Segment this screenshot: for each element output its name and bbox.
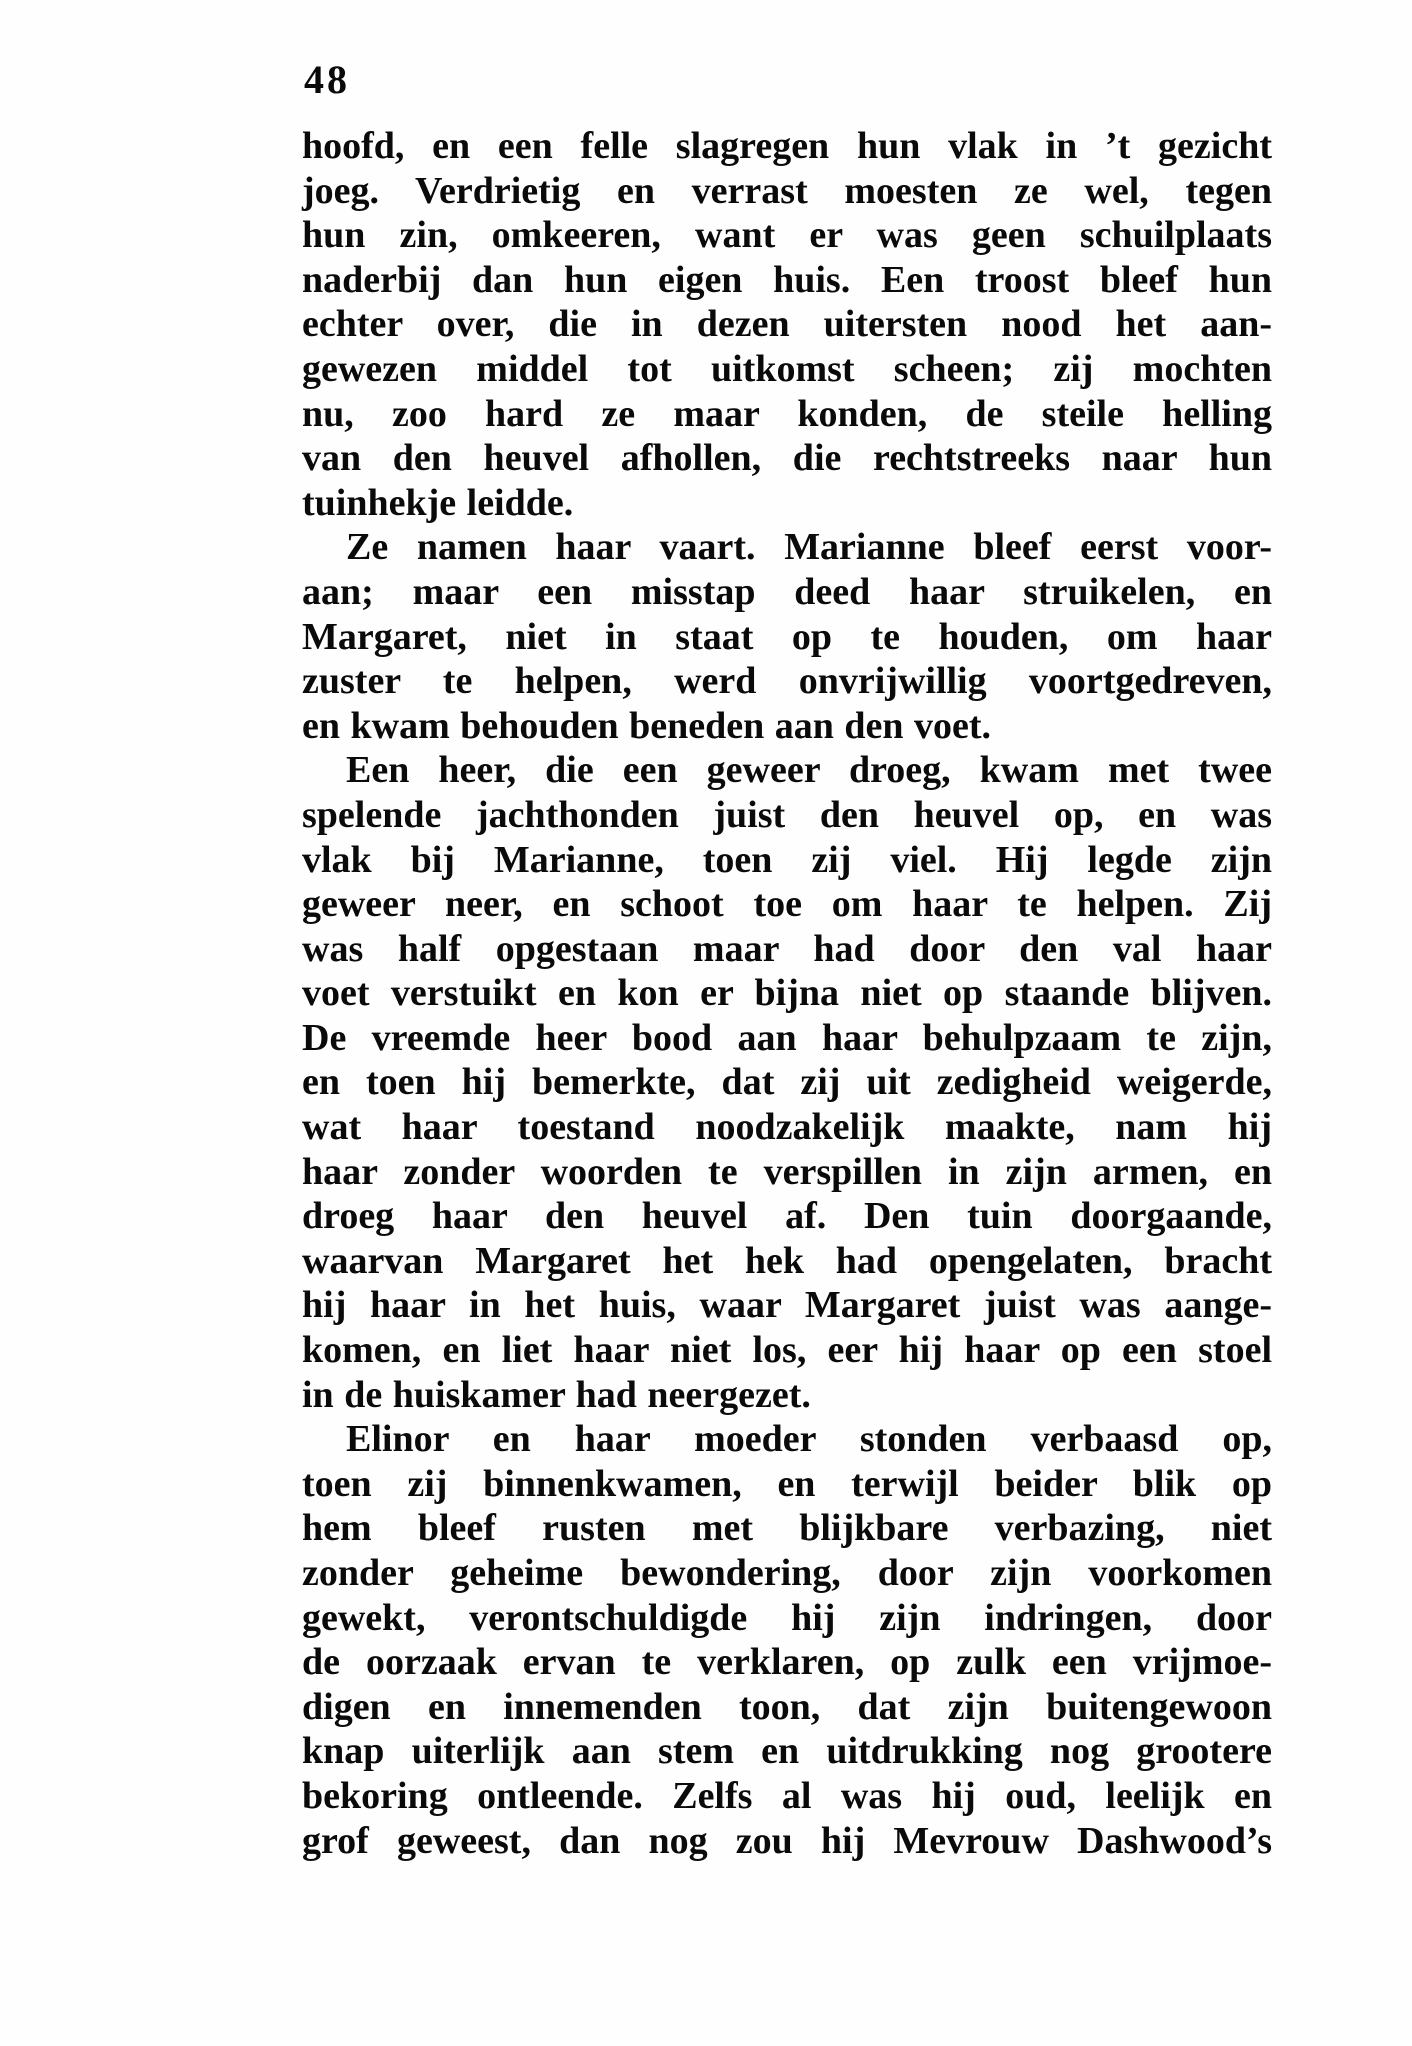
text-line: gewezen middel tot uitkomst scheen; zij mochten	[302, 347, 1272, 390]
text-line: De vreemde heer bood aan haar behulpzaam te zijn,	[302, 1016, 1272, 1059]
text-line: was half opgestaan maar had door den val haar	[302, 927, 1272, 970]
text-line: gewekt, verontschuldigde hij zijn indringen, door	[302, 1596, 1272, 1639]
text-line: en toen hij bemerkte, dat zij uit zedigheid weigerde,	[302, 1061, 1272, 1104]
text-line: tuinhekje leidde.	[302, 481, 574, 524]
text-line: Elinor en haar moeder stonden verbaasd op,	[346, 1418, 1272, 1461]
text-line: hoofd, en een felle slagregen hun vlak in ’t gezicht	[302, 125, 1272, 167]
text-block	[302, 124, 1272, 1863]
paragraph-2	[302, 525, 1272, 748]
text-line: haar zonder woorden te verspillen in zijn armen, en	[302, 1150, 1272, 1193]
text-line: bekoring ontleende. Zelfs al was hij oud, leelijk en	[302, 1774, 1272, 1817]
text-line: joeg. Verdrietig en verrast moesten ze wel, tegen	[302, 169, 1272, 212]
text-line: hij haar in het huis, waar Margaret juist was aange-	[302, 1284, 1272, 1327]
text-line: voet verstuikt en kon er bijna niet op staande blijven.	[302, 972, 1272, 1015]
text-line: de oorzaak ervan te verklaren, op zulk een vrijmoe-	[302, 1641, 1272, 1684]
text-line: van den heuvel afhollen, die rechtstreeks naar hun	[302, 437, 1272, 480]
text-line: droeg haar den heuvel af. Den tuin doorgaande,	[302, 1195, 1272, 1238]
page-number: 48	[304, 57, 350, 102]
text-line: Margaret, niet in staat op te houden, om haar	[302, 615, 1272, 658]
paragraph-4	[302, 1417, 1272, 1863]
text-line: zuster te helpen, werd onvrijwillig voortgedreven,	[302, 660, 1272, 703]
text-line: geweer neer, en schoot toe om haar te helpen. Zij	[302, 883, 1272, 926]
text-line: nu, zoo hard ze maar konden, de steile helling	[302, 392, 1272, 435]
text-line: Een heer, die een geweer droeg, kwam met twee	[346, 749, 1272, 792]
paragraph-3	[302, 748, 1272, 1417]
text-line: echter over, die in dezen uitersten nood het aan-	[302, 303, 1272, 346]
text-line: spelende jachthonden juist den heuvel op, en was	[302, 793, 1272, 836]
text-line: toen zij binnenkwamen, en terwijl beider blik op	[302, 1462, 1272, 1505]
text-line: zonder geheime bewondering, door zijn voorkomen	[302, 1552, 1272, 1594]
text-line: hem bleef rusten met blijkbare verbazing, niet	[302, 1507, 1272, 1550]
text-line: vlak bij Marianne, toen zij viel. Hij legde zijn	[302, 838, 1272, 881]
text-line: knap uiterlijk aan stem en uitdrukking nog grootere	[302, 1730, 1272, 1773]
text-line: in de huiskamer had neergezet.	[302, 1373, 811, 1416]
text-line: aan; maar een misstap deed haar struikelen, en	[302, 570, 1272, 613]
paragraph-1	[302, 124, 1272, 525]
text-line: waarvan Margaret het hek had opengelaten, bracht	[302, 1239, 1272, 1282]
text-line: komen, en liet haar niet los, eer hij haar op een stoel	[302, 1329, 1272, 1372]
text-line: naderbij dan hun eigen huis. Een troost bleef hun	[302, 258, 1272, 301]
text-line: digen en innemenden toon, dat zijn buitengewoon	[302, 1685, 1272, 1728]
text-line: grof geweest, dan nog zou hij Mevrouw Dashwood’s	[302, 1819, 1272, 1862]
text-line: wat haar toestand noodzakelijk maakte, nam hij	[302, 1106, 1272, 1149]
text-line: en kwam behouden beneden aan den voet.	[302, 704, 992, 747]
text-line: hun zin, omkeeren, want er was geen schuilplaats	[302, 214, 1272, 257]
text-line: Ze namen haar vaart. Marianne bleef eerst voor-	[346, 526, 1272, 569]
